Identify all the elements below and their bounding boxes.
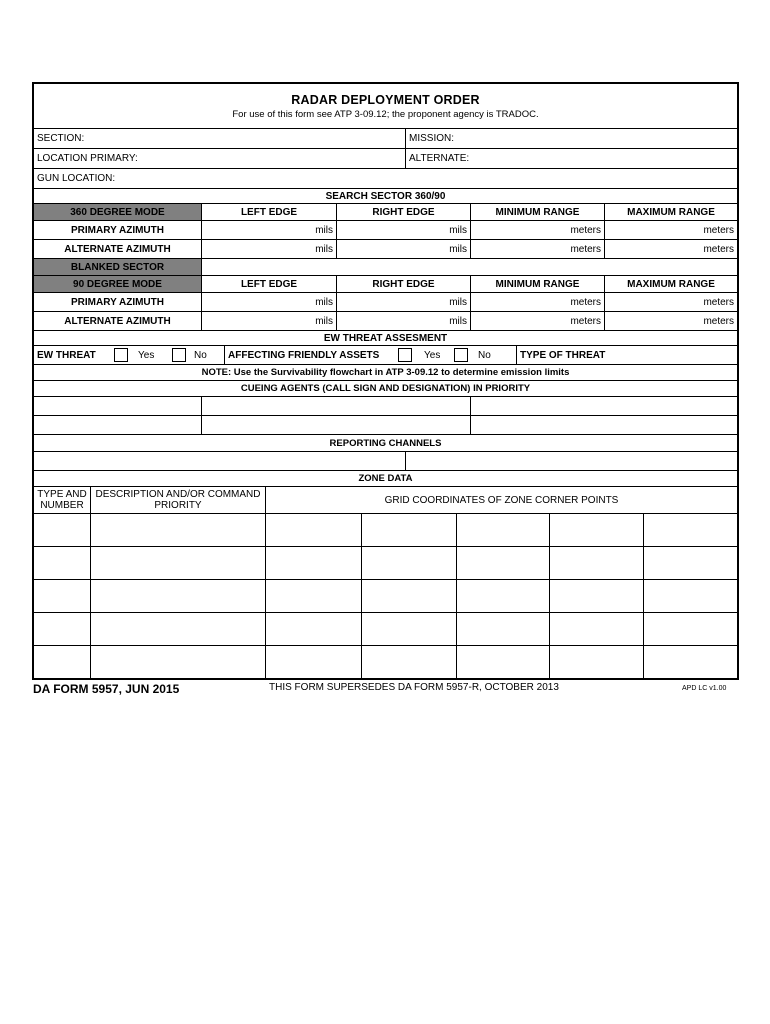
form-number: DA FORM 5957, JUN 2015: [33, 682, 180, 696]
mils-unit: mils: [315, 315, 333, 327]
zone-grid-field[interactable]: [456, 613, 549, 645]
ew-threat-label: EW THREAT: [37, 349, 96, 361]
right-edge-field[interactable]: [336, 240, 470, 258]
ew-threat-assessment-title: EW THREAT ASSESMENT: [323, 332, 448, 344]
alternate-location-field[interactable]: [405, 149, 737, 168]
affecting-yes-label: Yes: [424, 349, 441, 361]
location-row: [34, 148, 737, 168]
section-field[interactable]: [34, 129, 405, 148]
primary-azimuth-label: PRIMARY AZIMUTH: [71, 296, 164, 308]
zone-description-field[interactable]: [90, 547, 265, 579]
cueing-agent-field[interactable]: [470, 397, 737, 415]
affecting-no-checkbox[interactable]: [454, 348, 468, 362]
alternate-azimuth-label: ALTERNATE AZIMUTH: [64, 315, 171, 327]
right-edge-field[interactable]: [336, 312, 470, 330]
blanked-sector-row: [34, 258, 737, 275]
zone-grid-field[interactable]: [265, 547, 361, 579]
zone-grid-field[interactable]: [361, 613, 456, 645]
meters-unit: meters: [703, 296, 734, 308]
cueing-agent-field[interactable]: [34, 397, 201, 415]
mission-label: MISSION:: [409, 133, 455, 144]
ew-no-label: No: [194, 349, 207, 361]
type-of-threat-label: TYPE OF THREAT: [520, 349, 606, 361]
right-edge-field[interactable]: [336, 293, 470, 311]
zone-grid-field[interactable]: [643, 514, 737, 546]
zone-grid-field[interactable]: [456, 514, 549, 546]
zone-grid-field[interactable]: [456, 547, 549, 579]
mils-unit: mils: [449, 224, 467, 236]
grid-coordinates-header: GRID COORDINATES OF ZONE CORNER POINTS: [265, 487, 737, 513]
radar-deployment-order-form: [32, 82, 739, 680]
maximum-range-field[interactable]: [604, 312, 737, 330]
mode360-alternate-row: [34, 239, 737, 258]
zone-grid-field[interactable]: [643, 613, 737, 645]
ew-no-option[interactable]: [172, 346, 224, 364]
cueing-agent-field[interactable]: [470, 416, 737, 434]
mils-unit: mils: [449, 296, 467, 308]
type-of-threat-field[interactable]: [516, 346, 737, 364]
cueing-agent-field[interactable]: [201, 416, 470, 434]
maximum-range-field[interactable]: [604, 240, 737, 258]
zone-row: [34, 513, 737, 546]
zone-grid-field[interactable]: [265, 514, 361, 546]
gun-location-row: [34, 168, 737, 188]
meters-unit: meters: [570, 296, 601, 308]
zone-type-field[interactable]: [34, 547, 90, 579]
zone-description-field[interactable]: [90, 646, 265, 678]
version-label: APD LC v1.00: [682, 685, 727, 692]
right-edge-header: RIGHT EDGE: [336, 276, 470, 292]
section-label: SECTION:: [37, 133, 85, 144]
form-title: RADAR DEPLOYMENT ORDER: [291, 93, 480, 107]
left-edge-header: LEFT EDGE: [201, 204, 336, 220]
zone-grid-field[interactable]: [361, 580, 456, 612]
reporting-channel-field[interactable]: [34, 452, 405, 470]
zone-grid-field[interactable]: [643, 580, 737, 612]
alternate-azimuth-label: ALTERNATE AZIMUTH: [64, 243, 171, 255]
ew-yes-option[interactable]: [114, 346, 172, 364]
zone-grid-field[interactable]: [361, 514, 456, 546]
note-row: [34, 364, 737, 380]
minimum-range-field[interactable]: [470, 240, 604, 258]
ew-title-row: [34, 330, 737, 345]
left-edge-field[interactable]: [201, 293, 336, 311]
mils-unit: mils: [315, 224, 333, 236]
cueing-agent-field[interactable]: [34, 416, 201, 434]
zone-data-title: ZONE DATA: [358, 473, 413, 484]
zone-description-field[interactable]: [90, 613, 265, 645]
ew-threat-row: [34, 345, 737, 364]
mode90-alternate-row: [34, 311, 737, 330]
zone-grid-field[interactable]: [643, 646, 737, 678]
maximum-range-header: MAXIMUM RANGE: [604, 276, 737, 292]
mission-field[interactable]: [405, 129, 737, 148]
affecting-yes-option[interactable]: [398, 346, 454, 364]
zone-header-row: [34, 486, 737, 513]
zone-grid-field[interactable]: [549, 547, 643, 579]
maximum-range-field[interactable]: [604, 293, 737, 311]
meters-unit: meters: [570, 315, 601, 327]
zone-description-field[interactable]: [90, 580, 265, 612]
mils-unit: mils: [449, 243, 467, 255]
emission-note: NOTE: Use the Survivability flowchart in ATP 3-09.12 to determine emission limits: [201, 367, 570, 378]
zone-row: [34, 546, 737, 579]
zone-grid-field[interactable]: [456, 580, 549, 612]
minimum-range-header: MINIMUM RANGE: [470, 204, 604, 220]
cueing-agent-field[interactable]: [201, 397, 470, 415]
reporting-row: [34, 451, 737, 470]
alternate-label: ALTERNATE:: [409, 153, 470, 164]
maximum-range-field[interactable]: [604, 221, 737, 239]
cueing-title-row: [34, 380, 737, 396]
search-sector-title-row: [34, 188, 737, 203]
ew-no-checkbox[interactable]: [172, 348, 186, 362]
zone-grid-field[interactable]: [265, 613, 361, 645]
reporting-channel-field[interactable]: [405, 452, 737, 470]
type-number-header: TYPE AND NUMBER: [37, 489, 87, 511]
affecting-friendly-assets-label: AFFECTING FRIENDLY ASSETS: [224, 346, 398, 364]
mode90-header-row: [34, 275, 737, 292]
zone-type-field[interactable]: [34, 580, 90, 612]
mils-unit: mils: [449, 315, 467, 327]
left-edge-field[interactable]: [201, 240, 336, 258]
zone-type-field[interactable]: [34, 646, 90, 678]
meters-unit: meters: [703, 243, 734, 255]
left-edge-field[interactable]: [201, 312, 336, 330]
meters-unit: meters: [570, 224, 601, 236]
primary-azimuth-label: PRIMARY AZIMUTH: [71, 224, 164, 236]
supersedes-note: THIS FORM SUPERSEDES DA FORM 5957-R, OCTOBER 2013: [269, 682, 559, 693]
zone-row: [34, 645, 737, 678]
affecting-no-option[interactable]: [454, 346, 516, 364]
zone-type-field[interactable]: [34, 514, 90, 546]
section-mission-row: [34, 128, 737, 148]
cueing-row: [34, 415, 737, 434]
description-header: DESCRIPTION AND/OR COMMAND PRIORITY: [90, 487, 265, 513]
cueing-agents-title: CUEING AGENTS (CALL SIGN AND DESIGNATION) IN PRIORITY: [240, 383, 531, 394]
left-edge-field[interactable]: [201, 221, 336, 239]
meters-unit: meters: [703, 315, 734, 327]
blanked-sector-field[interactable]: [201, 259, 737, 275]
form-subtitle: For use of this form see ATP 3-09.12; the proponent agency is TRADOC.: [232, 109, 539, 120]
ew-yes-label: Yes: [138, 349, 155, 361]
zone-description-field[interactable]: [90, 514, 265, 546]
zone-grid-field[interactable]: [549, 580, 643, 612]
mode360-header-row: [34, 203, 737, 220]
gun-location-label: GUN LOCATION:: [37, 173, 116, 184]
search-sector-title: SEARCH SECTOR 360/90: [325, 190, 446, 202]
zone-grid-field[interactable]: [549, 514, 643, 546]
minimum-range-field[interactable]: [470, 221, 604, 239]
zone-grid-field[interactable]: [549, 613, 643, 645]
reporting-channels-title: REPORTING CHANNELS: [329, 437, 442, 449]
minimum-range-field[interactable]: [470, 312, 604, 330]
zone-title-row: [34, 470, 737, 486]
zone-grid-field[interactable]: [265, 580, 361, 612]
zone-grid-field[interactable]: [643, 547, 737, 579]
mils-unit: mils: [315, 296, 333, 308]
meters-unit: meters: [703, 224, 734, 236]
right-edge-field[interactable]: [336, 221, 470, 239]
gun-location-field[interactable]: [34, 169, 737, 188]
mode360-label: 360 DEGREE MODE: [34, 204, 201, 220]
location-primary-field[interactable]: [34, 149, 405, 168]
affecting-yes-checkbox[interactable]: [398, 348, 412, 362]
right-edge-header: RIGHT EDGE: [336, 204, 470, 220]
minimum-range-field[interactable]: [470, 293, 604, 311]
mode360-primary-row: [34, 220, 737, 239]
ew-yes-checkbox[interactable]: [114, 348, 128, 362]
maximum-range-header: MAXIMUM RANGE: [604, 204, 737, 220]
form-header: [34, 84, 737, 128]
zone-type-field[interactable]: [34, 613, 90, 645]
blanked-sector-label: BLANKED SECTOR: [34, 259, 201, 275]
zone-grid-field[interactable]: [456, 646, 549, 678]
mode90-label: 90 DEGREE MODE: [34, 276, 201, 292]
zone-grid-field[interactable]: [361, 646, 456, 678]
reporting-title-row: [34, 434, 737, 451]
mils-unit: mils: [315, 243, 333, 255]
zone-grid-field[interactable]: [549, 646, 643, 678]
mode90-primary-row: [34, 292, 737, 311]
zone-row: [34, 612, 737, 645]
cueing-row: [34, 396, 737, 415]
zone-grid-field[interactable]: [265, 646, 361, 678]
zone-row: [34, 579, 737, 612]
zone-grid-field[interactable]: [361, 547, 456, 579]
left-edge-header: LEFT EDGE: [201, 276, 336, 292]
meters-unit: meters: [570, 243, 601, 255]
minimum-range-header: MINIMUM RANGE: [470, 276, 604, 292]
affecting-no-label: No: [478, 349, 491, 361]
location-primary-label: LOCATION PRIMARY:: [37, 153, 138, 164]
